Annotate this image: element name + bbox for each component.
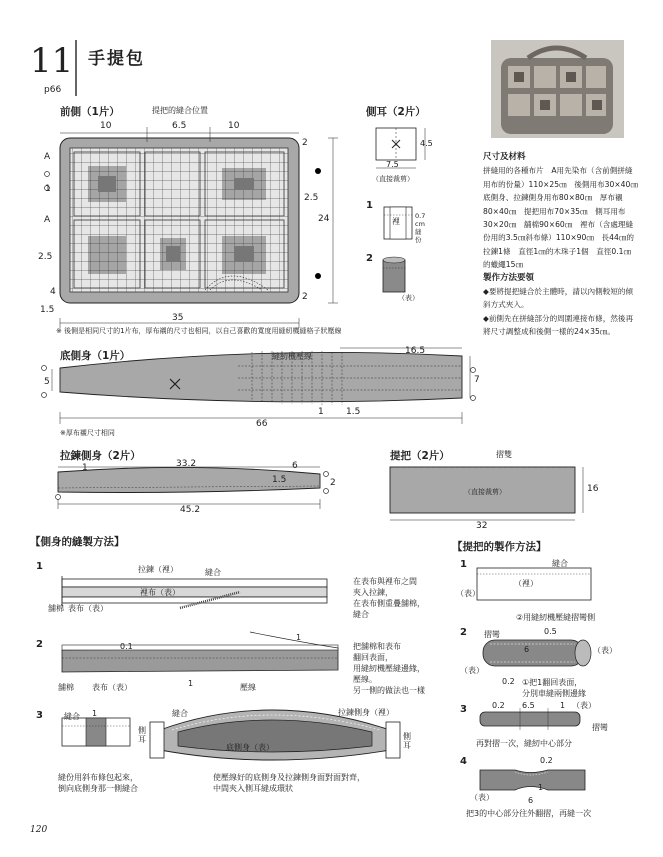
zipper-title: 拉鍊側身（2片） bbox=[60, 450, 141, 462]
bottom-dim-5: 5 bbox=[44, 377, 50, 387]
ear-lining: 裡 bbox=[392, 217, 400, 226]
zipper-gusset-drawing bbox=[56, 467, 329, 509]
h4-d02: 0.2 bbox=[540, 756, 553, 765]
ear-outer: （表） bbox=[398, 294, 419, 302]
s2-desc: 把舖棉和表布 翻回表面， 用縫紉機壓縫邊緣， 壓線。 另一側的做法也一樣 bbox=[353, 642, 425, 695]
dim-24: 24 bbox=[318, 214, 330, 224]
s2-outer: 表布（表） bbox=[92, 683, 132, 692]
pattern-number: 11 bbox=[30, 41, 74, 81]
h4-desc: 把3的中心部分往外翻摺，再縫一次 bbox=[466, 809, 592, 818]
zip-dim-45-2: 45.2 bbox=[180, 505, 201, 515]
side-step-2: 2 bbox=[36, 639, 43, 650]
s3-desc1: 縫份用斜布條包起來， 倒向底側身那一側縫合 bbox=[58, 773, 138, 793]
dim-a2: A bbox=[44, 215, 51, 225]
h2-desc: ①把1翻回表面， 分別車縫兩側邊緣 bbox=[522, 678, 586, 698]
ear-dim-7-5: 7.5 bbox=[386, 160, 399, 169]
page-number: 120 bbox=[30, 825, 48, 835]
h2-d6: 6 bbox=[524, 645, 530, 654]
h2-fold: 摺彎 bbox=[484, 630, 500, 639]
h4-outer: （表） bbox=[470, 793, 494, 802]
h2-d02: 0.2 bbox=[502, 677, 515, 686]
dim-2-bottom: 2 bbox=[302, 292, 308, 302]
ear-cut: （直接裁剪） bbox=[372, 175, 414, 183]
handle-title: 提把（2片） bbox=[390, 450, 450, 462]
dim-a1: A bbox=[44, 152, 51, 162]
side-sewing-steps-drawing bbox=[62, 576, 400, 760]
side-ear-drawing bbox=[376, 128, 425, 292]
h2-outer2: （表） bbox=[593, 646, 617, 655]
h3-d1: 1 bbox=[560, 701, 566, 710]
bag-photo bbox=[491, 40, 624, 138]
ear-title: 側耳（2片） bbox=[366, 106, 426, 118]
h3-fold: 摺彎 bbox=[592, 723, 608, 732]
handle-step-2: 2 bbox=[460, 627, 467, 638]
h1-lining: （裡） bbox=[514, 579, 538, 588]
s2-d1b: 1 bbox=[188, 679, 194, 688]
s3-d1: 1 bbox=[92, 709, 98, 718]
h2-outer: （表） bbox=[460, 666, 484, 675]
front-title: 前側（1片） bbox=[60, 106, 120, 118]
h1-outer: （表） bbox=[456, 589, 480, 598]
s1-outer: 表布（表） bbox=[68, 604, 108, 613]
h3-outer: （表） bbox=[572, 701, 596, 710]
handle-step-4: 4 bbox=[460, 756, 467, 767]
h4-d6: 6 bbox=[528, 796, 534, 805]
s3-sew1: 縫合 bbox=[64, 712, 80, 721]
h4-d1: 1 bbox=[538, 783, 544, 792]
s3-ear: 側耳 bbox=[138, 726, 146, 744]
h1-sew: 縫合 bbox=[552, 559, 568, 568]
dim-2-5-left: 2.5 bbox=[38, 252, 53, 262]
s2-batting: 舖棉 bbox=[58, 683, 74, 692]
side-step-3: 3 bbox=[36, 710, 43, 721]
front-note: ※ 後側是相同尺寸的1片布，厚布襯的尺寸也相同，以自己喜歡的寬度用縫紉機縫格子狀壓線 bbox=[56, 327, 342, 335]
materials-text: 拼縫用的各種布片 A用先染布（含前側拼縫用布的份量）110×25㎝ 後側用布30×40㎝ 底側身、拉鍊側身用布80×80㎝ 厚布襯80×40㎝ 提把用布70×35㎝ 側耳用布30×20㎝ 舖棉90×60㎝ 裡布（含處理縫份用的3.5㎝斜布條）110×90㎝ 長44㎝的拉鍊1條 直徑1㎝的木珠子1個 直徑0.1㎝的蠟繩15㎝ bbox=[483, 166, 646, 270]
pattern-title: 手提包 bbox=[88, 49, 145, 69]
front-panel-drawing bbox=[45, 127, 339, 328]
handle-dim-16: 16 bbox=[587, 484, 599, 494]
h3-desc: 再對摺一次，縫紉中心部分 bbox=[476, 739, 572, 748]
side-step-1: 1 bbox=[36, 561, 43, 572]
page-reference: p66 bbox=[44, 85, 62, 95]
dim-2-5-right: 2.5 bbox=[304, 193, 319, 203]
h2-d05: 0.5 bbox=[544, 627, 557, 636]
dim-1-5: 1.5 bbox=[40, 305, 55, 315]
zip-dim-2: 2 bbox=[330, 478, 336, 488]
s1-lining: 裡布（表） bbox=[140, 588, 180, 597]
ear-step-1: 1 bbox=[366, 200, 373, 211]
s3-ear2: 側耳 bbox=[403, 732, 411, 750]
dim-35: 35 bbox=[172, 313, 184, 323]
bottom-note: ※厚布襯尺寸相同 bbox=[60, 429, 115, 437]
s2-quilt: 壓線 bbox=[240, 683, 256, 692]
dim-4: 4 bbox=[50, 287, 56, 297]
s3-zip: 拉鍊側身（裡） bbox=[338, 708, 394, 717]
bottom-stitch-label: 縫紉機壓線 bbox=[272, 352, 312, 361]
s1-sew: 縫合 bbox=[205, 568, 221, 577]
dim-6-5: 6.5 bbox=[172, 121, 187, 131]
dim-2-top: 2 bbox=[302, 138, 308, 148]
zip-dim-6: 6 bbox=[292, 461, 298, 471]
s2-d1a: 1 bbox=[296, 633, 302, 642]
s1-batting: 舖棉 bbox=[48, 604, 64, 613]
zip-dim-33-2: 33.2 bbox=[176, 459, 197, 469]
bottom-dim-1: 1 bbox=[318, 407, 324, 417]
dim-10a: 10 bbox=[100, 121, 112, 131]
handle-step-1: 1 bbox=[460, 559, 467, 570]
ear-dim-4-5: 4.5 bbox=[420, 139, 433, 148]
s1-zip: 拉鍊（裡） bbox=[138, 565, 178, 574]
h3-d65: 6.5 bbox=[522, 701, 535, 710]
front-seam-label: 提把的縫合位置 bbox=[152, 106, 208, 115]
handle-dim-32: 32 bbox=[476, 521, 488, 531]
h2-note: ②用縫紉機壓縫摺彎側 bbox=[516, 613, 596, 622]
bottom-dim-1-5: 1.5 bbox=[346, 407, 361, 417]
method-heading: 製作方法要領 bbox=[483, 272, 535, 283]
handle-cut: （直接裁剪） bbox=[464, 488, 506, 496]
s3-desc2: 使壓線好的底側身及拉鍊側身面對面對齊， 中間夾入側耳縫成環狀 bbox=[213, 773, 365, 793]
ear-seam: 0.7 cm 縫份 bbox=[415, 212, 426, 244]
handle-step-3: 3 bbox=[460, 704, 467, 715]
s1-desc: 在表布與裡布之間 夾入拉鍊， 在表布側重疊舖棉， 縫合 bbox=[353, 577, 425, 619]
handle-sewing-title: 【提把的製作方法】 bbox=[452, 541, 547, 553]
materials-block bbox=[483, 151, 646, 339]
dim-10b: 10 bbox=[228, 121, 240, 131]
bottom-title: 底側身（1片） bbox=[60, 350, 131, 362]
s2-d01: 0.1 bbox=[120, 642, 133, 651]
zip-dim-1: 1 bbox=[82, 463, 88, 473]
zip-dim-1-5: 1.5 bbox=[272, 475, 287, 485]
handle-fold: 摺雙 bbox=[496, 450, 512, 459]
bottom-dim-7: 7 bbox=[474, 375, 480, 385]
ear-step-2: 2 bbox=[366, 253, 373, 264]
bottom-dim-16-5: 16.5 bbox=[405, 346, 426, 356]
s3-bottom: 底側身（表） bbox=[226, 743, 274, 752]
dim-1: 1 bbox=[45, 184, 51, 194]
method-bullet-2: ◆前側先在拼縫部分的周圍連接布條，然後再將尺寸調整成和後側一樣的24×35㎝。 bbox=[483, 313, 634, 337]
bottom-dim-66: 66 bbox=[256, 419, 268, 429]
side-sewing-title: 【側身的縫製方法】 bbox=[30, 536, 125, 548]
h3-d02: 0.2 bbox=[492, 701, 505, 710]
method-bullet-1: ◆要將提把縫合於主體時，請以內側較短的傾斜方式夾入。 bbox=[483, 287, 634, 310]
materials-heading: 尺寸及材料 bbox=[483, 152, 526, 162]
s3-sew2: 縫合 bbox=[172, 709, 188, 718]
